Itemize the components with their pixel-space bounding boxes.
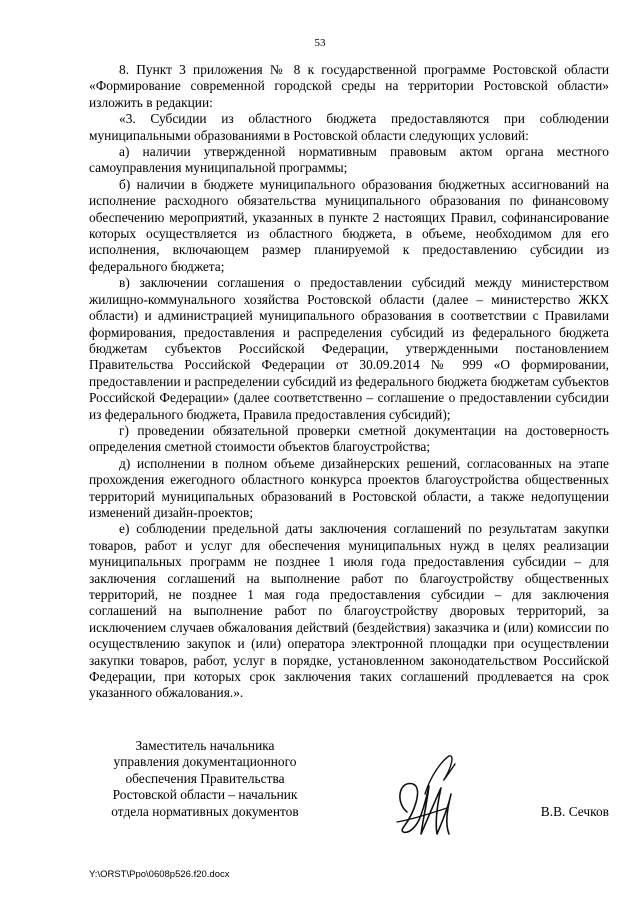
paragraph-condition-b: б) наличии в бюджете муниципального образования бюджетных ассигнований на исполнение расходного обязательства муниципального образования по финансовому обеспечению мероприятий, указанных в пункте 2 настоящих Правил, софинансирование которых осуществляется из областного бюджета, в объеме, необходимом для его исполнения, включающем размер планируемой к предоставлению субсидии из федерального бюджета;: [89, 176, 609, 274]
paragraph-condition-v: в) заключении соглашения о предоставлении субсидий между министерством жилищно-коммунального хозяйства Ростовской области (далее – министерство ЖКХ области) и администрацией муниципального образования в соответствии с Правилами формирования, предоставления и распределения субсидий из федерального бюджета бюджетам субъектов Российской Федерации, утвержденными постановлением Правительства Российской Федерации от 30.09.2014 № 999 «О формировании, предоставлении и распределении субсидий из федерального бюджета бюджетам субъектов Российской Федерации» (далее соответственно – соглашение о предоставлении субсидии из федерального бюджета, Правила предоставления субсидий);: [89, 275, 609, 422]
document-body: [89, 62, 609, 702]
paragraph-condition-e: е) соблюдении предельной даты заключения соглашений по результатам закупки товаров, работ и услуг для обеспечения муниципальных нужд в целях реализации муниципальных программ не позднее 1 июля года предоставления субсидии – для заключения соглашений на выполнение работ по благоустройству общественных территорий, не позднее 1 мая года предоставления субсидии – для заключения соглашений на выполнение работ по благоустройству дворовых территорий, за исключением случаев обжалования действий (бездействия) заказчика и (или) комиссии по осуществлению закупок и (или) оператора электронной площадки при осуществлении закупки товаров, работ, услуг в порядке, установленном законодательством Российской Федерации, при которых срок заключения таких соглашений продлевается на срок указанного обжалования.».: [89, 521, 609, 701]
signer-title-line: отдела нормативных документов: [111, 803, 299, 819]
paragraph-condition-a: а) наличии утвержденной нормативным правовым актом органа местного самоуправления муниципальной программы;: [89, 144, 609, 176]
signer-title: [89, 738, 321, 820]
paragraph-condition-d: д) исполнении в полном объеме дизайнерских решений, согласованных на этапе прохождения ежегодного областного конкурса проектов благоустройства общественных территорий муниципальных образований в Ростовской области, а также недопущении изменений дизайн-проектов;: [89, 455, 609, 520]
page-number: 53: [314, 37, 326, 49]
paragraph-subsidy-conditions: «3. Субсидии из областного бюджета предоставляются при соблюдении муниципальными образованиями в Ростовской области следующих условий:: [89, 111, 609, 143]
handwritten-signature: [389, 750, 469, 850]
file-path: Y:\ORST\Ppo\0608p526.f20.docx: [89, 869, 230, 880]
signer-title-line: управления документационного: [113, 754, 297, 770]
signature-block: [89, 738, 609, 858]
signer-title-line: обеспечения Правительства: [125, 770, 285, 786]
paragraph-item-8: 8. Пункт 3 приложения № 8 к государственной программе Ростовской области «Формирование современной городской среды на территории Ростовской области» изложить в редакции:: [89, 62, 609, 110]
signer-title-line: Ростовской области – начальник: [112, 787, 298, 803]
paragraph-condition-g: г) проведении обязательной проверки сметной документации на достоверность определения сметной стоимости объектов благоустройства;: [89, 422, 609, 455]
signer-name: В.В. Сечков: [540, 804, 609, 819]
signer-title-line: Заместитель начальника: [135, 738, 275, 753]
